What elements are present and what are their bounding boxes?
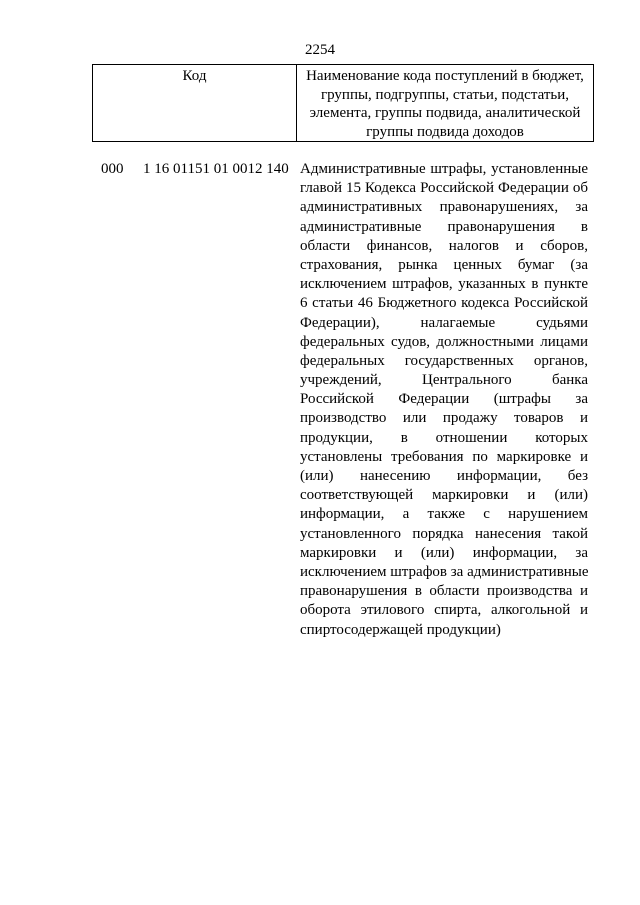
- description-line: производство или продажу товаров и: [300, 410, 588, 427]
- description-line: Административные штрафы, установленные: [300, 161, 588, 177]
- description-line: продукции, в отношении которых: [300, 429, 588, 446]
- description-line: страхования, рынка ценных бумаг (за: [300, 256, 588, 273]
- description-line: спиртосодержащей продукции): [300, 621, 501, 638]
- description-line: соответствующей маркировки и (или): [300, 487, 588, 504]
- description-line: исключением штрафов за административные: [300, 563, 589, 580]
- description-line: маркировки и (или) информации, за: [300, 544, 588, 561]
- description-line: правонарушения в области производства и: [300, 583, 588, 600]
- row-description: [300, 160, 588, 640]
- description-line: административные правонарушения в: [300, 218, 588, 235]
- page-number: 2254: [305, 42, 335, 58]
- description-line: Российской Федерации (штрафы за: [300, 391, 588, 408]
- row-revenue-code: 1 16 01151 01 0012 140: [143, 161, 289, 177]
- description-line: федеральных государственных органов,: [300, 352, 588, 369]
- description-line: главой 15 Кодекса Российской Федерации об: [300, 180, 588, 197]
- description-line: области финансов, налогов и сборов,: [300, 237, 588, 254]
- description-line: установленного порядка нанесения такой: [300, 525, 588, 542]
- description-line: 6 статьи 46 Бюджетного кодекса Российской: [300, 295, 588, 312]
- description-line: Федерации), налагаемые судьями: [300, 314, 588, 331]
- table-header: [92, 64, 594, 142]
- description-line: информации, а также с нарушением: [300, 506, 588, 523]
- header-code-column: Код: [93, 65, 297, 141]
- header-name-column: Наименование кода поступлений в бюджет, группы, подгруппы, статьи, подстатьи, элемента, группы подвида, аналитической группы подвида доходов: [306, 68, 584, 140]
- description-line: федеральных судов, должностными лицами: [300, 333, 588, 350]
- description-line: оборота этилового спирта, алкогольной и: [300, 602, 588, 619]
- description-line: административных правонарушениях, за: [300, 199, 588, 216]
- row-prefix-code: 000: [101, 161, 124, 177]
- description-line: учреждений, Центрального банка: [300, 372, 588, 389]
- description-line: исключением штрафов, указанных в пункте: [300, 276, 588, 293]
- description-line: (или) нанесению информации, без: [300, 468, 588, 484]
- description-line: установлены требования по маркировке и: [300, 448, 588, 465]
